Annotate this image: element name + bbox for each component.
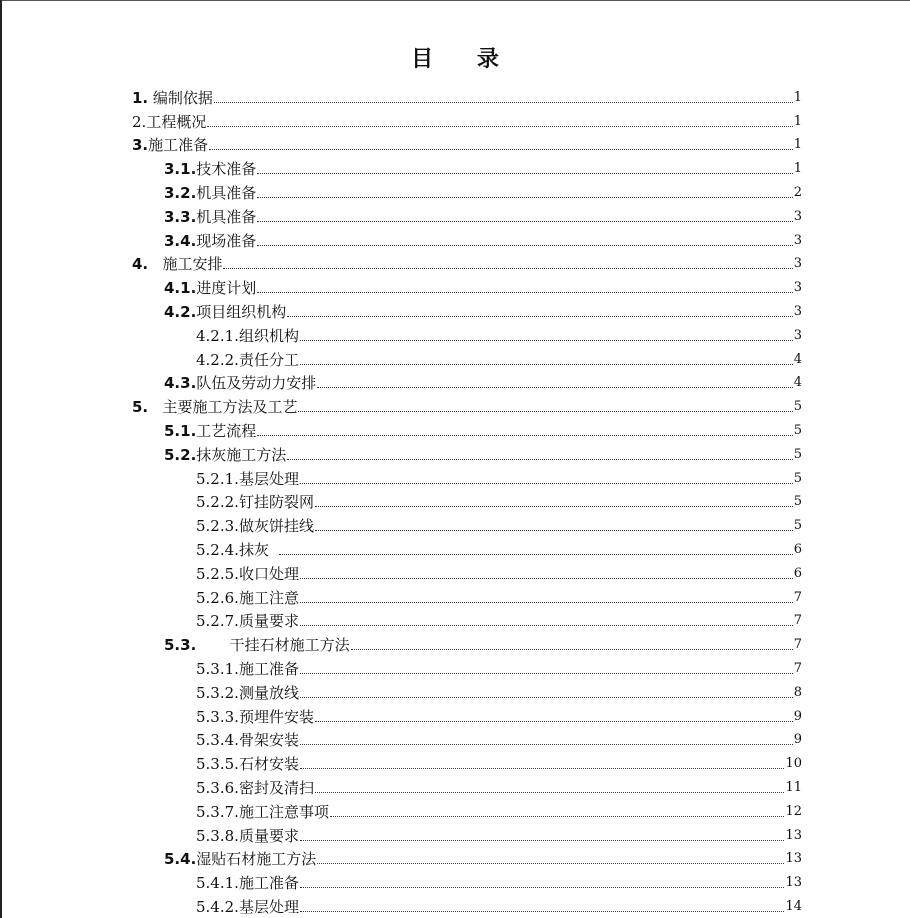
toc-entry-label xyxy=(132,113,206,131)
toc-entry-number: 5.2.2. xyxy=(196,493,239,512)
toc-entry-number: 5.3. xyxy=(164,636,197,655)
toc-entry-number: 4. xyxy=(132,255,149,274)
toc-dot-leader xyxy=(330,816,785,817)
toc-dot-leader xyxy=(317,387,792,388)
toc-entry[interactable] xyxy=(164,202,802,226)
toc-entry-text: 施工注意事项 xyxy=(238,802,329,821)
toc-entry-text: 责任分工 xyxy=(238,350,299,369)
toc-page-number: 3 xyxy=(793,303,802,319)
toc-page-number: 13 xyxy=(785,851,802,867)
toc-entry-label xyxy=(132,398,297,416)
toc-dot-leader xyxy=(257,245,792,246)
toc-page-number: 11 xyxy=(785,779,802,795)
toc-entry-number: 3. xyxy=(132,136,149,155)
toc-entry[interactable] xyxy=(196,892,802,916)
toc-entry[interactable] xyxy=(196,749,802,773)
toc-entry[interactable] xyxy=(164,440,802,464)
toc-page-number: 6 xyxy=(793,565,802,581)
toc-entry-number: 5.2.7. xyxy=(196,612,239,631)
toc-entry-number: 4.2.1. xyxy=(196,326,239,345)
toc-entry-text: 机具准备 xyxy=(196,183,257,202)
toc-entry-number: 5.2. xyxy=(164,445,197,464)
toc-entry-number: 5. xyxy=(132,398,149,417)
toc-page-number: 3 xyxy=(793,280,802,296)
toc-dot-leader xyxy=(300,483,793,484)
toc-dot-leader xyxy=(257,435,792,436)
toc-entry-number: 5.3.7. xyxy=(196,802,239,821)
toc-entry-label xyxy=(196,660,299,678)
toc-dot-leader xyxy=(257,173,792,174)
toc-entry[interactable] xyxy=(164,845,802,869)
toc-entry-number: 3.2. xyxy=(164,183,197,202)
toc-page-number: 5 xyxy=(793,494,802,510)
toc-page-number: 2 xyxy=(793,184,802,200)
toc-title: 目 录 xyxy=(411,47,517,72)
toc-page-number: 7 xyxy=(793,613,802,629)
toc-entry-label xyxy=(164,232,256,250)
toc-page-number: 7 xyxy=(793,589,802,605)
toc-dot-leader xyxy=(300,625,793,626)
toc-entry[interactable] xyxy=(196,868,802,892)
toc-entry-label xyxy=(196,612,299,630)
toc-entry-number: 3.3. xyxy=(164,207,197,226)
toc-entry-text: 抹灰 xyxy=(238,540,279,559)
toc-page-number: 9 xyxy=(793,708,802,724)
toc-page-number: 8 xyxy=(793,684,802,700)
toc-page-number: 1 xyxy=(793,89,802,105)
toc-entry-label xyxy=(196,589,299,607)
toc-page-number: 10 xyxy=(785,756,802,772)
toc-entry-number: 5.2.5. xyxy=(196,564,239,583)
toc-entry-text: 技术准备 xyxy=(196,160,257,179)
toc-dot-leader xyxy=(300,697,793,698)
toc-entry-label xyxy=(164,422,256,440)
toc-entry-number: 3.1. xyxy=(164,160,197,179)
toc-dot-leader xyxy=(300,578,793,579)
toc-entry-text: 现场准备 xyxy=(196,231,257,250)
toc-entry[interactable] xyxy=(196,559,802,583)
toc-entry-label xyxy=(196,708,314,726)
toc-entry-text: 主要施工方法及工艺 xyxy=(148,398,298,417)
toc-entry-label xyxy=(196,898,299,916)
toc-entry-label xyxy=(196,327,299,345)
toc-entry-text: 工艺流程 xyxy=(196,421,257,440)
toc-entry-label xyxy=(196,517,314,535)
toc-page-number: 13 xyxy=(785,875,802,891)
toc-entry[interactable] xyxy=(196,702,802,726)
toc-dot-leader xyxy=(257,197,792,198)
toc-entry-label xyxy=(196,827,299,845)
toc-entry-number: 5.3.2. xyxy=(196,683,239,702)
toc-dot-leader xyxy=(317,863,784,864)
toc-entry-number: 4.1. xyxy=(164,279,197,298)
toc-page-number: 5 xyxy=(793,470,802,486)
toc-entry-number: 4.2. xyxy=(164,302,197,321)
toc-entry-text: 骨架安装 xyxy=(238,731,299,750)
toc-dot-leader xyxy=(315,792,785,793)
toc-dot-leader xyxy=(300,911,785,912)
toc-page-number: 1 xyxy=(793,137,802,153)
toc-entry-text: 湿贴石材施工方法 xyxy=(196,850,317,869)
toc-dot-leader xyxy=(351,649,793,650)
toc-entry-text: 项目组织机构 xyxy=(196,302,287,321)
toc-dot-leader xyxy=(207,126,792,127)
toc-entry-text: 施工注意 xyxy=(238,588,299,607)
toc-dot-leader xyxy=(300,602,793,603)
toc-entry[interactable] xyxy=(196,321,802,345)
toc-entry-label xyxy=(132,89,213,107)
toc-entry-text: 编制依据 xyxy=(148,88,213,107)
toc-entry-text: 抹灰施工方法 xyxy=(196,445,287,464)
toc-entry-text: 干挂石材施工方法 xyxy=(196,636,350,655)
toc-entry-label xyxy=(164,160,256,178)
toc-entry-number: 5.3.8. xyxy=(196,826,239,845)
toc-entry[interactable] xyxy=(196,773,802,797)
toc-page-number: 7 xyxy=(793,637,802,653)
toc-entry[interactable] xyxy=(164,273,802,297)
toc-entry-label xyxy=(196,731,299,749)
toc-entry[interactable] xyxy=(196,654,802,678)
toc-entry-text: 组织机构 xyxy=(238,326,299,345)
toc-entry-label xyxy=(164,850,316,868)
toc-page-number: 9 xyxy=(793,732,802,748)
toc-entry-label xyxy=(164,636,350,654)
toc-entry-text: 机具准备 xyxy=(196,207,257,226)
toc-entry-text: 密封及清扫 xyxy=(238,778,314,797)
toc-entry-label xyxy=(132,255,222,273)
toc-entry-label xyxy=(196,351,299,369)
toc-entry-label xyxy=(164,303,286,321)
toc-dot-leader xyxy=(300,673,793,674)
toc-entry-label xyxy=(196,470,299,488)
toc-entry[interactable] xyxy=(132,131,802,155)
toc-entry-text: 施工准备 xyxy=(148,136,209,155)
toc-entry-text: 施工安排 xyxy=(148,255,223,274)
toc-entry[interactable] xyxy=(164,630,802,654)
toc-entry-label xyxy=(196,493,314,511)
toc-page-number: 4 xyxy=(793,351,802,367)
toc-dot-leader xyxy=(315,506,793,507)
toc-dot-leader xyxy=(300,887,785,888)
toc-page-number: 7 xyxy=(793,660,802,676)
toc-dot-leader xyxy=(223,268,792,269)
toc-entry[interactable] xyxy=(164,297,802,321)
toc-page-number: 12 xyxy=(785,803,802,819)
toc-page-number: 3 xyxy=(793,256,802,272)
toc-dot-leader xyxy=(300,744,793,745)
toc-entry-number: 4.2.2. xyxy=(196,350,239,369)
toc-entry-number: 5.3.1. xyxy=(196,659,239,678)
toc-entry-text: 基层处理 xyxy=(238,469,299,488)
toc-entry-number: 5.4.1. xyxy=(196,874,239,893)
toc-dot-leader xyxy=(287,459,792,460)
toc-entry-text: 预埋件安装 xyxy=(238,707,314,726)
toc-entry-text: 施工准备 xyxy=(238,874,299,893)
toc-dot-leader xyxy=(214,102,793,103)
toc-entry[interactable] xyxy=(196,821,802,845)
toc-entry-text: 测量放线 xyxy=(238,683,299,702)
toc-entry[interactable] xyxy=(164,154,802,178)
toc-entry[interactable] xyxy=(196,726,802,750)
toc-entry-text: 石材安装 xyxy=(238,755,299,774)
toc-entry-label xyxy=(164,208,256,226)
toc-entry-number: 3.4. xyxy=(164,231,197,250)
toc-entry-number: 5.4. xyxy=(164,850,197,869)
toc-entry-number: 5.4.2. xyxy=(196,897,239,916)
toc-dot-leader xyxy=(257,221,792,222)
toc-entry[interactable] xyxy=(132,107,802,131)
toc-entry[interactable] xyxy=(164,226,802,250)
toc-page-number: 5 xyxy=(793,518,802,534)
toc-page-number: 5 xyxy=(793,422,802,438)
toc-entry[interactable] xyxy=(196,345,802,369)
toc-entry[interactable] xyxy=(196,583,802,607)
toc-page-number: 1 xyxy=(793,113,802,129)
toc-dot-leader xyxy=(300,364,793,365)
toc-entry[interactable] xyxy=(196,607,802,631)
toc-entry-number: 5.1. xyxy=(164,421,197,440)
toc-entry-text: 施工准备 xyxy=(238,659,299,678)
toc-entry-label xyxy=(196,755,299,773)
toc-page-number: 3 xyxy=(793,208,802,224)
toc-entry[interactable] xyxy=(132,83,802,107)
toc-entry-label xyxy=(196,803,329,821)
toc-entry[interactable] xyxy=(132,392,802,416)
toc-entry[interactable] xyxy=(196,488,802,512)
toc-entry-text: 基层处理 xyxy=(238,897,299,916)
toc-dot-leader xyxy=(287,316,792,317)
toc-entry-label xyxy=(164,446,286,464)
toc-entry-number: 4.3. xyxy=(164,374,197,393)
toc-entry[interactable] xyxy=(164,416,802,440)
toc-dot-leader xyxy=(300,768,785,769)
toc-entry-number: 5.2.3. xyxy=(196,517,239,536)
toc-page-number: 5 xyxy=(793,399,802,415)
toc-entry[interactable] xyxy=(196,535,802,559)
toc-entry-label xyxy=(196,684,299,702)
toc-entry-label xyxy=(164,374,316,392)
toc-entry-text: 质量要求 xyxy=(238,612,299,631)
toc-entry-label xyxy=(196,541,278,559)
toc-dot-leader xyxy=(300,840,785,841)
toc-dot-leader xyxy=(300,340,793,341)
toc-entry[interactable] xyxy=(132,250,802,274)
toc-entry-number: 5.2.6. xyxy=(196,588,239,607)
toc-dot-leader xyxy=(257,292,792,293)
toc-page-number: 5 xyxy=(793,446,802,462)
toc-page-number: 3 xyxy=(793,232,802,248)
toc-entry-number: 5.3.4. xyxy=(196,731,239,750)
toc-dot-leader xyxy=(209,149,793,150)
toc-entry[interactable] xyxy=(164,178,802,202)
toc-entry-label xyxy=(132,136,208,154)
toc-entry-text: 进度计划 xyxy=(196,279,257,298)
toc-entry-number: 2. xyxy=(132,112,147,131)
toc-dot-leader xyxy=(298,411,792,412)
toc-entry-text: 质量要求 xyxy=(238,826,299,845)
toc-page-number: 1 xyxy=(793,161,802,177)
page-left-edge xyxy=(0,0,2,918)
toc-entry-number: 5.3.5. xyxy=(196,755,239,774)
toc-entry-number: 5.3.6. xyxy=(196,778,239,797)
toc-page-number: 6 xyxy=(793,541,802,557)
toc-entry-number: 1. xyxy=(132,88,149,107)
toc-entry-text: 钉挂防裂网 xyxy=(238,493,314,512)
toc-page-number: 3 xyxy=(793,327,802,343)
toc-entry-label xyxy=(196,779,314,797)
toc-entry-text: 收口处理 xyxy=(238,564,299,583)
toc-page-number: 4 xyxy=(793,375,802,391)
toc-page-number: 13 xyxy=(785,827,802,843)
toc-entry[interactable] xyxy=(196,511,802,535)
toc-entry[interactable] xyxy=(164,369,802,393)
toc-entry-number: 5.2.1. xyxy=(196,469,239,488)
toc-entry-number: 5.2.4. xyxy=(196,540,239,559)
toc-entry[interactable] xyxy=(196,797,802,821)
toc-entry-text: 工程概况 xyxy=(146,112,207,131)
toc-entry-label xyxy=(196,565,299,583)
toc-dot-leader xyxy=(279,554,792,555)
toc-dot-leader xyxy=(315,721,793,722)
toc-entry-text: 做灰饼挂线 xyxy=(238,517,314,536)
toc-entry-label xyxy=(164,184,256,202)
toc-page-number: 14 xyxy=(785,898,802,914)
toc-entry-label xyxy=(196,874,299,892)
toc-entry-number: 5.3.3. xyxy=(196,707,239,726)
toc-entry[interactable] xyxy=(196,464,802,488)
toc-entry-label xyxy=(164,279,256,297)
toc-dot-leader xyxy=(315,530,793,531)
page-top-edge xyxy=(0,0,910,1)
toc-entry-text: 队伍及劳动力安排 xyxy=(196,374,317,393)
toc-entry[interactable] xyxy=(196,678,802,702)
